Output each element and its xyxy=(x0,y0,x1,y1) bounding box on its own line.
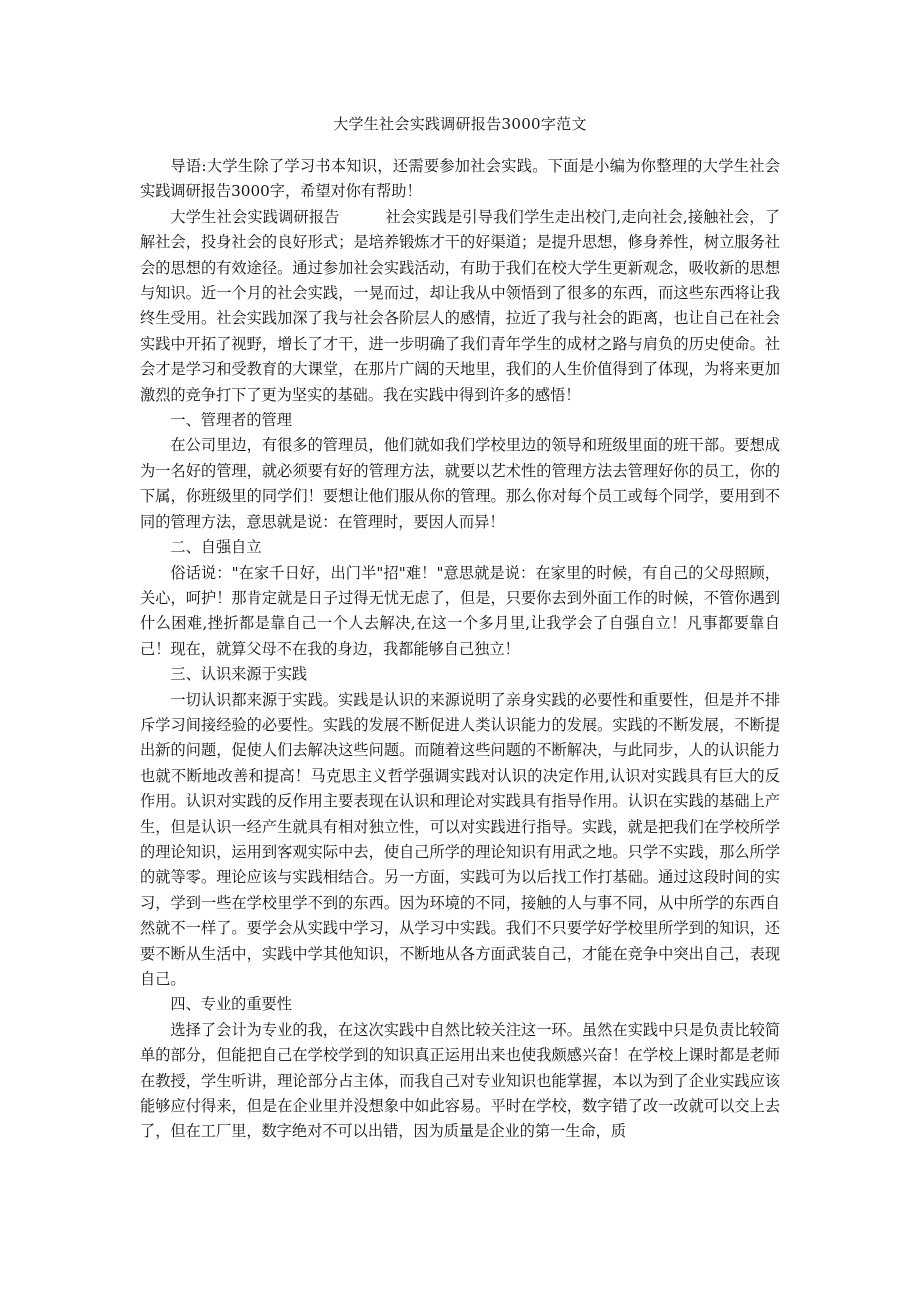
section-body-major: 选择了会计为专业的我，在这次实践中自然比较关注这一环。虽然在实践中只是负责比较简单的部分，但能把自己在学校学到的知识真正运用出来也使我颇感兴奋！在学校上课时都是老师在教授，学生听讲，理论部分占主体，而我自己对专业知识也能掌握，本以为到了企业实践应该能够应付得来，但是在企业里并没想象中如此容易。平时在学校，数字错了改一改就可以交上去了，但在工厂里，数字绝对不可以出错，因为质量是企业的第一生命，质 xyxy=(140,1020,780,1141)
section-body-management: 在公司里边，有很多的管理员，他们就如我们学校里边的领导和班级里面的班干部。要想成为一名好的管理，就必须要有好的管理方法，就要以艺术性的管理方法去管理好你的员工，你的下属，你班级里的同学们！要想让他们服从你的管理。那么你对每个员工或每个同学，要用到不同的管理方法，意思就是说：在管理时，要因人而异！ xyxy=(140,436,780,531)
opening-body: 社会实践是引导我们学生走出校门,走向社会,接触社会，了解社会，投身社会的良好形式；是培养锻炼才干的好渠道；是提升思想，修身养性，树立服务社会的思想的有效途径。通过参加社会实践活动，有助于我们在校大学生更新观念，吸收新的思想与知识。近一个月的社会实践，一晃而过，却让我从中领悟到了很多的东西，而这些东西将让我终生受用。社会实践加深了我与社会各阶层人的感情，拉近了我与社会的距离，也让自己在社会实践中开拓了视野，增长了才干，进一步明确了我们青年学生的成材之路与肩负的历史使命。社会才是学习和受教育的大课堂，在那片广阔的天地里，我们的人生价值得到了体现，为将来更加激烈的竞争打下了更为坚实的基础。我在实践中得到许多的感悟！ xyxy=(140,207,780,404)
document-title: 大学生社会实践调研报告3000字范文 xyxy=(333,115,587,133)
section-heading-management: 一、管理者的管理 xyxy=(170,411,292,430)
section-heading-practice: 三、认识来源于实践 xyxy=(170,665,308,684)
intro-paragraph: 导语:大学生除了学习书本知识，还需要参加社会实践。下面是小编为你整理的大学生社会实践调研报告3000字，希望对你有帮助！ xyxy=(140,157,780,201)
opening-paragraph xyxy=(140,205,780,408)
section-heading-self-reliance: 二、自强自立 xyxy=(170,538,262,557)
section-body-self-reliance: 俗话说："在家千日好，出门半"招"难！"意思就是说：在家里的时候，有自己的父母照顾，关心，呵护！那肯定就是日子过得无忧无虑了，但是，只要你去到外面工作的时候，不管你遇到什么困难,挫折都是靠自己一个人去解决,在这一个多月里,让我学会了自强自立！凡事都要靠自己！现在，就算父母不在我的身边，我都能够自己独立！ xyxy=(140,563,780,658)
section-heading-major: 四、专业的重要性 xyxy=(170,995,292,1014)
document-page xyxy=(140,112,780,1145)
section-body-practice: 一切认识都来源于实践。实践是认识的来源说明了亲身实践的必要性和重要性，但是并不排斥学习间接经验的必要性。实践的发展不断促进人类认识能力的发展。实践的不断发展，不断提出新的问题，促使人们去解决这些问题。而随着这些问题的不断解决，与此同步，人的认识能力也就不断地改善和提高！马克思主义哲学强调实践对认识的决定作用,认识对实践具有巨大的反作用。认识对实践的反作用主要表现在认识和理论对实践具有指导作用。认识在实践的基础上产生，但是认识一经产生就具有相对独立性，可以对实践进行指导。实践，就是把我们在学校所学的理论知识，运用到客观实际中去，使自己所学的理论知识有用武之地。只学不实践，那么所学的就等零。理论应该与实践相结合。另一方面，实践可为以后找工作打基础。通过这段时间的实习，学到一些在学校里学不到的东西。因为环境的不同，接触的人与事不同，从中所学的东西自然就不一样了。要学会从实践中学习，从学习中实践。我们不只要学好学校里所学到的知识，还要不断从生活中，实践中学其他知识，不断地从各方面武装自己，才能在竞争中突出自己，表现自己。 xyxy=(140,690,780,988)
report-label: 大学生社会实践调研报告 xyxy=(170,207,340,226)
